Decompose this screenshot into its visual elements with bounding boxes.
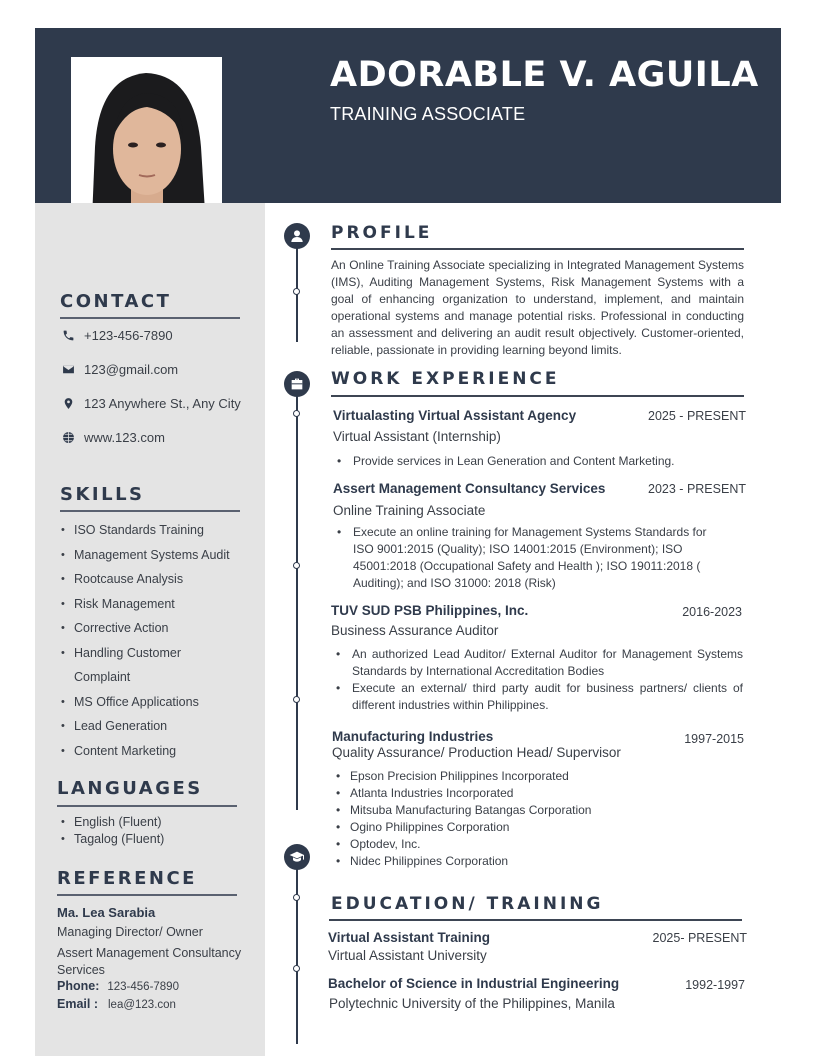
reference-phone-value: 123-456-7890 — [107, 981, 179, 993]
contact-address — [61, 396, 241, 411]
timeline-dot — [293, 410, 300, 417]
reference-name: Ma. Lea Sarabia — [57, 905, 156, 920]
education-heading: EDUCATION/ TRAINING — [331, 894, 604, 914]
education-title: Bachelor of Science in Industrial Engineering — [328, 976, 620, 991]
candidate-title: TRAINING ASSOCIATE — [330, 104, 526, 124]
skill-item: • ISO Standards Training — [61, 518, 241, 543]
education-school: Polytechnic University of the Philippines, Manila — [329, 996, 615, 1011]
job-bullet: • Mitsuba Manufacturing Batangas Corporation — [332, 802, 712, 819]
reference-email-value: lea@123.con — [108, 999, 176, 1011]
location-icon — [61, 397, 75, 411]
job-date: 1997-2015 — [684, 732, 744, 746]
job-bullets — [333, 453, 746, 470]
job-company: Manufacturing Industries — [332, 729, 494, 744]
job-bullets — [332, 646, 743, 714]
job-bullet: • Optodev, Inc. — [332, 836, 712, 853]
contact-address-text: 123 Anywhere St., Any City — [84, 396, 241, 411]
education-date: 1992-1997 — [685, 978, 745, 992]
education-title: Virtual Assistant Training — [328, 930, 491, 945]
job-role: Virtual Assistant (Internship) — [333, 429, 501, 444]
resume-page — [35, 28, 781, 1056]
contact-email-text: 123@gmail.com — [84, 362, 179, 377]
contact-heading: CONTACT — [60, 291, 172, 312]
languages-list — [61, 814, 164, 848]
languages-heading: LANGUAGES — [57, 778, 203, 799]
timeline-line-education — [296, 858, 298, 1044]
briefcase-icon — [289, 376, 305, 392]
profile-heading: PROFILE — [331, 223, 433, 243]
skill-item: • Management Systems Audit — [61, 543, 241, 568]
job-date: 2025 - PRESENT — [648, 409, 746, 423]
skill-item: • Lead Generation — [61, 714, 241, 739]
skill-item: • Risk Management — [61, 592, 241, 617]
contact-divider — [60, 317, 240, 319]
contact-website — [61, 430, 165, 445]
skills-divider — [60, 510, 240, 512]
education-school: Virtual Assistant University — [328, 948, 487, 963]
timeline-dot — [293, 894, 300, 901]
work-heading: WORK EXPERIENCE — [331, 369, 560, 389]
timeline-dot — [293, 288, 300, 295]
skills-heading: SKILLS — [60, 484, 145, 505]
education-date: 2025- PRESENT — [652, 931, 747, 945]
graduation-cap-icon — [289, 849, 305, 865]
language-item: • Tagalog (Fluent) — [61, 831, 164, 848]
work-section-icon — [284, 371, 310, 397]
skill-item: • MS Office Applications — [61, 690, 241, 715]
job-role: Business Assurance Auditor — [331, 623, 499, 638]
timeline-dot — [293, 965, 300, 972]
skill-item: • Content Marketing — [61, 739, 241, 764]
job-bullet: • Ogino Philippines Corporation — [332, 819, 712, 836]
candidate-name: ADORABLE V. AGUILA — [330, 55, 759, 95]
contact-email — [61, 362, 178, 377]
timeline-dot — [293, 562, 300, 569]
contact-website-text: www.123.com — [84, 430, 165, 445]
job-role: Online Training Associate — [333, 503, 486, 518]
job-date: 2023 - PRESENT — [648, 482, 746, 496]
timeline-line-work — [296, 384, 298, 810]
skill-item: • Corrective Action — [61, 616, 241, 641]
education-section-icon — [284, 844, 310, 870]
job-bullets — [333, 524, 713, 592]
job-bullets — [332, 768, 712, 870]
job-date: 2016-2023 — [682, 605, 742, 619]
contact-phone — [61, 328, 173, 343]
profile-summary: An Online Training Associate specializing in Integrated Management Systems (IMS), Auditing Management Systems, Risk Management Systems with a goal of enhancing organization to understand, implement, and maintain operational systems and manage potential risks. Professional in conducting an assessment and delivering an audit result objectively. Customer-oriented, reliable, passionate in providing learning beyond limits. — [331, 258, 744, 357]
reference-email — [57, 997, 176, 1011]
job-bullet: • Execute an external/ third party audit for business partners/ clients of different industries within Philippines. — [332, 680, 743, 714]
header-banner — [35, 28, 781, 203]
profile-divider — [331, 248, 744, 250]
timeline-dot — [293, 696, 300, 703]
mail-icon — [61, 363, 75, 377]
skills-list — [61, 518, 241, 763]
contact-phone-text: +123-456-7890 — [84, 328, 173, 343]
skill-item: • Handling Customer Complaint — [61, 641, 196, 690]
reference-position: Managing Director/ Owner — [57, 925, 203, 939]
globe-icon — [61, 431, 75, 445]
job-role: Quality Assurance/ Production Head/ Supervisor — [332, 745, 621, 760]
profile-section-icon — [284, 223, 310, 249]
reference-company: Assert Management Consultancy Services — [57, 946, 242, 977]
reference-email-label: Email : — [57, 997, 98, 1011]
work-divider — [331, 395, 744, 397]
job-company: Virtualasting Virtual Assistant Agency — [333, 408, 577, 423]
reference-divider — [57, 894, 237, 896]
job-company: TUV SUD PSB Philippines, Inc. — [331, 603, 529, 618]
reference-heading: REFERENCE — [57, 868, 197, 889]
reference-phone — [57, 979, 179, 993]
language-item: • English (Fluent) — [61, 814, 164, 831]
job-bullet: • Atlanta Industries Incorporated — [332, 785, 712, 802]
user-icon — [289, 228, 305, 244]
job-bullet: • Nidec Philippines Corporation — [332, 853, 712, 870]
languages-divider — [57, 805, 237, 807]
job-bullet: • An authorized Lead Auditor/ External Auditor for Management Systems Standards by International Accreditation Bodies — [332, 646, 743, 680]
phone-icon — [61, 329, 75, 343]
skill-item: • Rootcause Analysis — [61, 567, 241, 592]
reference-phone-label: Phone: — [57, 979, 100, 993]
job-company: Assert Management Consultancy Services — [333, 481, 606, 496]
education-divider — [329, 919, 742, 921]
job-bullet: • Execute an online training for Management Systems Standards for ISO 9001:2015 (Quality); ISO 14001:2015 (Environment); ISO 45001:2018 (Occupational Safety and Health ); ISO 19011:2018 ( Auditing); and ISO 31000: 2018 (Risk) — [333, 524, 713, 592]
job-bullet: • Provide services in Lean Generation and Content Marketing. — [333, 453, 746, 470]
job-bullet: • Epson Precision Philippines Incorporated — [332, 768, 712, 785]
